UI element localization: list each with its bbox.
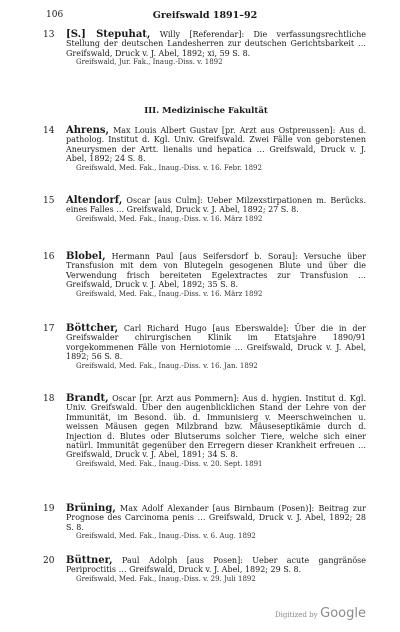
- entry-number: 15: [43, 196, 55, 206]
- entry-text: Paul Adolph [aus Posen]: Ueber acute gangränöse Periproctitis … Greifswald, Druck v. J. Abel, 1892; 29 S. 8.: [66, 556, 367, 575]
- entry-body: [66, 30, 366, 58]
- entry-text: Carl Richard Hugo [aus Eberswalde]: Über die in der Greifswalder chirurgischen Klinik im Etatsjahre 1890/91 vorgekommenen Fälle von Herniotomie … Greifswald, Druck v. J. Abel, 1892; 56 S. 8.: [66, 324, 367, 362]
- watermark-brand: Google: [320, 606, 366, 621]
- entry-body: [66, 504, 366, 532]
- entry-18: [43, 393, 367, 469]
- entry-number: 20: [43, 556, 55, 566]
- entry-body: [66, 196, 366, 215]
- entry-20: [43, 555, 367, 584]
- entry-16: [43, 251, 366, 299]
- entry-author: Büttner,: [66, 555, 113, 566]
- entry-text: Willy [Referendar]: Die verfassungsrechtliche Stellung der deutschen Landesherren zur deutschen Gerichtsbarkeit … Greifswald, Druck v. J. Abel, 1892; xi, 59 S. 8.: [66, 30, 367, 58]
- entry-source: Greifswald, Med. Fak., Inaug.-Diss. v. 29. Juli 1892: [76, 574, 256, 583]
- entry-text: Max Louis Albert Gustav [pr. Arzt aus Ostpreussen]: Aus d. patholog. Institut d. Kgl. Univ. Greifswald. Zwei Fälle von geborstenen Aneurysmen der Artt. lienalis und hepatica … Greifswald, Druck v. J. Abel, 1892; 24 S. 8.: [66, 126, 366, 164]
- entry-number: 14: [43, 126, 55, 136]
- entry-author: Ahrens,: [66, 125, 110, 136]
- entry-source: Greifswald, Med. Fak., Inaug.-Diss. v. 16. Febr. 1892: [76, 163, 262, 172]
- entry-number: 18: [43, 394, 55, 404]
- entry-number: 16: [43, 252, 55, 262]
- entry-body: [66, 556, 366, 575]
- digitization-watermark: [275, 606, 366, 621]
- page-number: 106: [46, 10, 64, 20]
- entry-15: [43, 195, 366, 224]
- entry-body: [66, 252, 366, 290]
- entry-text: Hermann Paul [aus Seifersdorf b. Sorau]: Versuche über Transfusion mit dem von Blutegeln gesogenen Blute und über die Verwendung frisch bereiteten Egelextractes zur Transfusion … Greifswald, Druck v. J. Abel, 1892; 35 S. 8.: [66, 252, 366, 290]
- entry-text: Oscar [aus Culm]: Ueber Milzexstirpationen m. Berücks. eines Falles … Greifswald, Druck v. J. Abel, 1892; 27 S. 8.: [66, 196, 366, 215]
- entry-source: Greifswald, Med. Fak., Inaug.-Diss. v. 16. März 1892: [76, 289, 263, 298]
- entry-source: Greifswald, Med. Fak., Inaug.-Diss. v. 16. März 1892: [76, 214, 263, 223]
- entry-17: [43, 323, 367, 371]
- entry-19: [43, 503, 366, 541]
- entry-number: 17: [43, 324, 55, 334]
- entry-source: Greifswald, Jur. Fak., Inaug.-Diss. v. 1892: [76, 58, 223, 67]
- entry-source: Greifswald, Med. Fak., Inaug.-Diss. v. 6. Aug. 1892: [76, 532, 256, 541]
- entry-number: 19: [43, 504, 55, 514]
- section-heading: III. Medizinische Fakultät: [144, 106, 268, 116]
- entry-author: Altendorf,: [66, 195, 123, 206]
- entry-text: Max Adolf Alexander [aus Birnbaum (Posen)]: Beitrag zur Prognose des Carcinoma penis … Greifswald, Druck v. J. Abel, 1892; 28 S. 8.: [66, 504, 366, 532]
- entry-body: [66, 126, 366, 164]
- entry-body: [66, 324, 366, 362]
- entry-source: Greifswald, Med. Fak., Inaug.-Diss. v. 20. Sept. 1891: [76, 459, 263, 468]
- entry-number: 13: [43, 30, 55, 40]
- entry-text: Oscar [pr. Arzt aus Pommern]: Aus d. hygien. Institut d. Kgl. Univ. Greifswald. Über den augenblicklichen Stand der Lehre von der Immunität, im Besond. üb. d. Immunisierg v. Meerschweinchen u. weissen Mäusen gegen Milzbrand bzw. Mäuseseptikämie durch d. Injection d. Blutes oder Blutserums solcher Tiere, welche sich einer natürl. Immunität gegenüber den Erregern dieser Krankheit erfreuen … Greifswald, Druck v. J. Abel, 1891; 34 S. 8.: [66, 394, 367, 460]
- entry-source: Greifswald, Med. Fak., Inaug.-Diss. v. 16. Jan. 1892: [76, 361, 258, 370]
- page-header: [46, 10, 364, 24]
- entry-author: Blobel,: [66, 251, 106, 262]
- entry-14: [43, 125, 366, 173]
- entry-body: [66, 394, 366, 460]
- entry-13: [43, 29, 367, 67]
- entry-author: [S.] Stepuhat,: [66, 29, 151, 40]
- entry-author: Brüning,: [66, 503, 116, 514]
- watermark-prefix: Digitized by: [275, 611, 318, 619]
- entry-author: Böttcher,: [66, 323, 119, 334]
- entry-author: Brandt,: [66, 393, 109, 404]
- running-title: Greifswald 1891–92: [152, 10, 258, 21]
